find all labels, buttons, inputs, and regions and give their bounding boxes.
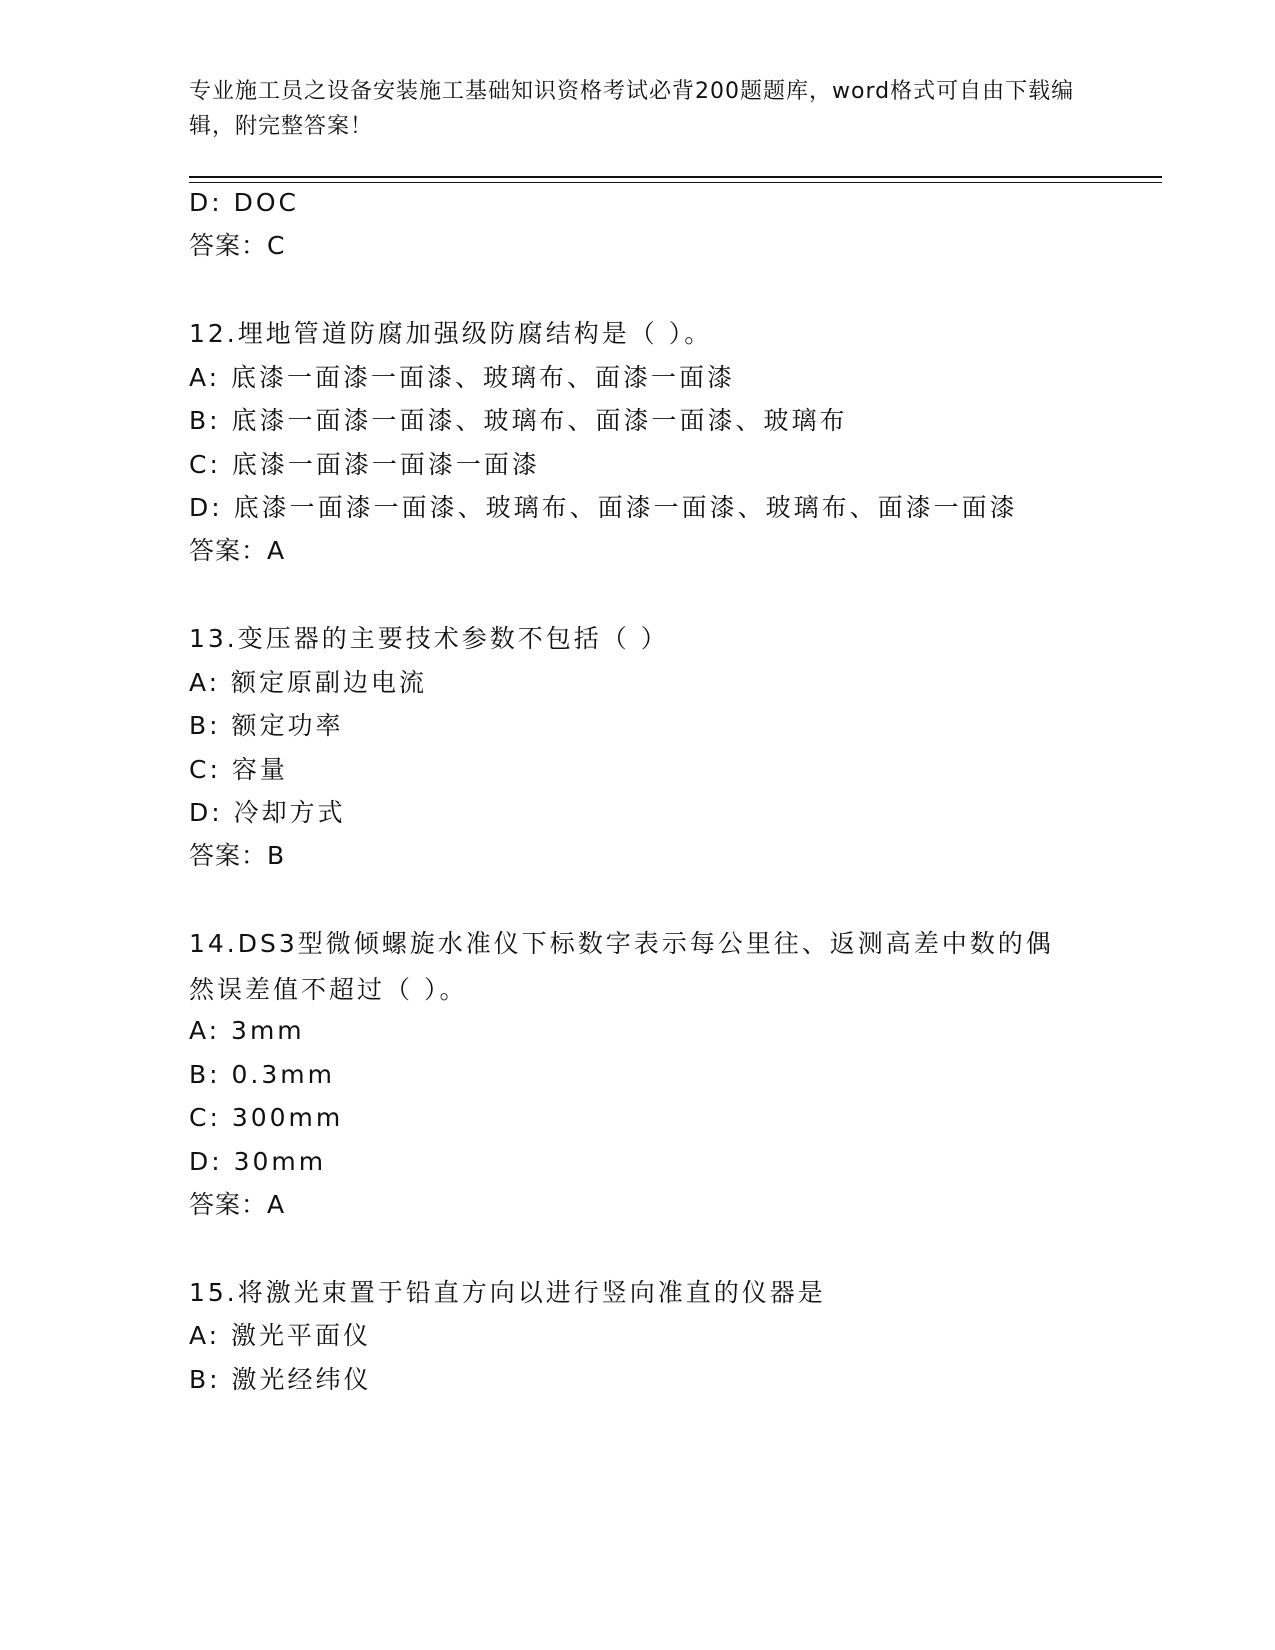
question-12-stem: 12.埋地管道防腐加强级防腐结构是（ ）。 [189, 319, 713, 348]
question-14-option-c: C: 300mm [189, 1103, 344, 1132]
header-divider-thin [189, 182, 1162, 183]
question-13-option-a: A: 额定原副边电流 [189, 668, 428, 697]
question-12-option-d: D: 底漆一面漆一面漆、玻璃布、面漆一面漆、玻璃布、面漆一面漆 [189, 493, 1018, 522]
document-header-title: 专业施工员之设备安装施工基础知识资格考试必背200题题库，word格式可自由下载编辑，附完整答案！ [189, 79, 1075, 139]
question-11-answer: 答案：C [189, 231, 286, 260]
question-12-option-b: B: 底漆一面漆一面漆、玻璃布、面漆一面漆、玻璃布 [189, 406, 848, 435]
question-12-option-c: C: 底漆一面漆一面漆一面漆 [189, 450, 540, 479]
question-13-option-d: D: 冷却方式 [189, 798, 346, 827]
question-15-option-a: A: 激光平面仪 [189, 1321, 372, 1350]
question-15-option-b: B: 激光经纬仪 [189, 1365, 372, 1394]
question-13-stem: 13.变压器的主要技术参数不包括（ ） [189, 624, 669, 653]
question-15-stem: 15.将激光束置于铅直方向以进行竖向准直的仪器是 [189, 1278, 826, 1307]
question-14-stem: 14.DS3型微倾螺旋水准仪下标数字表示每公里往、返测高差中数的偶然误差值不超过（ ）。 [189, 929, 1054, 1004]
question-13-option-b: B: 额定功率 [189, 711, 344, 740]
question-14-option-d: D: 30mm [189, 1147, 327, 1176]
question-14-option-b: B: 0.3mm [189, 1060, 335, 1089]
question-14-option-a: A: 3mm [189, 1016, 305, 1045]
question-13-option-c: C: 容量 [189, 755, 288, 784]
question-11-option-d: D: DOC [189, 188, 300, 217]
header-divider-thick [189, 176, 1162, 178]
question-12-answer: 答案：A [189, 536, 286, 565]
question-13-answer: 答案：B [189, 841, 286, 870]
question-14-answer: 答案：A [189, 1190, 286, 1219]
question-12-option-a: A: 底漆一面漆一面漆、玻璃布、面漆一面漆 [189, 363, 736, 392]
